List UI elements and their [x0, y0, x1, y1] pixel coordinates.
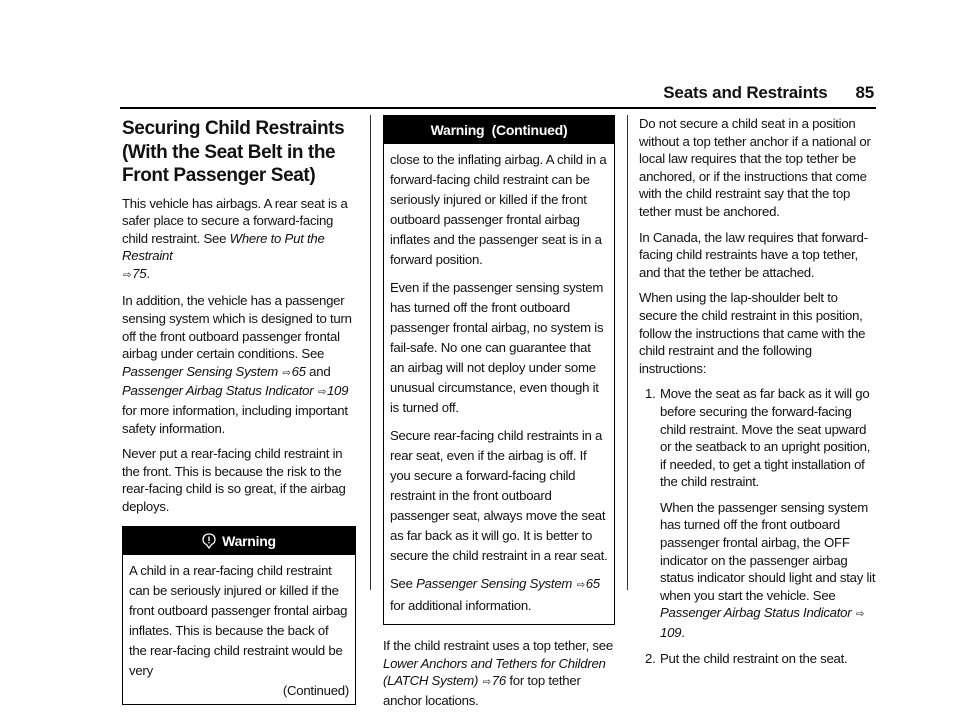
warning-title: Warning	[222, 532, 276, 549]
warning-paragraph: close to the inflating airbag. A child in a forward-facing child restraint can be seriously injured or killed if the front outboard passenger frontal airbag inflates and the passenger seat is in a forward position.	[390, 152, 607, 267]
header-rule	[120, 107, 876, 109]
step-number: 1.	[645, 386, 656, 402]
paragraph: Do not secure a child seat in a position without a top tether anchor if a national or local law requires that the top tether be anchored, or if the instructions that come with the child restraint say that the top tether must be anchored.	[639, 116, 871, 219]
continued-label: (Continued)	[282, 682, 349, 698]
running-header	[663, 83, 874, 107]
text: See	[390, 576, 417, 591]
warning-header	[123, 527, 355, 555]
page-link[interactable]: 65	[291, 363, 306, 379]
text: .	[681, 625, 685, 641]
text: for additional information.	[390, 598, 532, 613]
text: for more information, including important safety information.	[122, 403, 348, 436]
step-text: Put the child restraint on the seat.	[660, 650, 848, 666]
page-link[interactable]: 65	[585, 576, 600, 591]
paragraph: In Canada, the law requires that forward-facing child restraints have a top tether, and that the tether be attached.	[639, 229, 868, 280]
section-title: Seats and Restraints	[663, 83, 828, 102]
page-reference-arrow-icon: ⇨	[482, 677, 491, 689]
text: and	[305, 363, 331, 379]
step-number: 2.	[645, 650, 656, 666]
warning-box-continued	[383, 115, 615, 625]
paragraph	[122, 292, 356, 437]
page-link[interactable]: 76	[491, 673, 506, 689]
text: In addition, the vehicle has a passenger sensing system which is designed to turn off the front outboard passenger frontal airbag under certain conditions. See	[122, 293, 352, 362]
page-reference-arrow-icon: ⇨	[576, 580, 585, 591]
column-1	[122, 115, 356, 705]
page-reference-arrow-icon: ⇨	[855, 609, 864, 621]
warning-body	[123, 555, 355, 704]
page-link[interactable]: 109	[326, 383, 349, 399]
warning-paragraph: Even if the passenger sensing system has turned off the front outboard passenger frontal airbag, no system is fail-safe. No one can guarantee that an airbag will not deploy under some unusual circumstance, even though it is turned off.	[390, 280, 604, 415]
cross-reference-link[interactable]: Passenger Sensing System	[122, 363, 278, 379]
paragraph: When using the lap-shoulder belt to secure the child restraint in this position, follow the instructions that came with the child restraint and the following instructions:	[639, 290, 866, 376]
step-text: Move the seat as far back as it will go before securing the forward-facing child restraint. Move the seat upward or the seatback to an upright position, if needed, to get a tight installation of the child restraint.	[660, 386, 871, 490]
instruction-list	[639, 385, 879, 667]
text: When the passenger sensing system has turned off the front outboard passenger frontal airbag, the OFF indicator on the passenger airbag status indicator should light and stay lit when you start the vehicle. See	[660, 499, 876, 603]
paragraph	[383, 637, 615, 709]
page-reference-arrow-icon: ⇨	[317, 387, 326, 399]
page-reference-arrow-icon: ⇨	[123, 269, 132, 281]
page-number: 85	[855, 83, 874, 102]
list-item	[639, 385, 879, 641]
page-link[interactable]: 75	[132, 265, 147, 281]
warning-speech-bubble-icon	[202, 533, 216, 549]
text: This vehicle has airbags. A rear seat is a safer place to secure a forward-facing child restraint. See	[122, 195, 348, 246]
cross-reference-link[interactable]: Passenger Airbag Status Indicator	[122, 383, 314, 399]
cross-reference-link[interactable]: Lower Anchors and Tethers for Children (LATCH System)	[383, 655, 606, 689]
warning-paragraph	[390, 574, 608, 616]
warning-title: Warning (Continued)	[430, 122, 568, 138]
cross-reference-link[interactable]: Passenger Sensing System	[416, 576, 573, 591]
paragraph	[122, 195, 356, 285]
step-text	[660, 499, 879, 642]
column-divider	[370, 115, 371, 590]
page-reference-arrow-icon: ⇨	[282, 367, 291, 379]
column-2	[383, 115, 615, 717]
warning-body	[384, 144, 614, 624]
column-divider	[627, 115, 628, 590]
warning-text: A child in a rear-facing child restraint can be seriously injured or killed if the front outboard passenger frontal airbag inflates. This is because the back of the rear-facing child restraint would be very	[129, 562, 348, 678]
text: If the child restraint uses a top tether, see	[383, 638, 613, 653]
heading: Securing Child Restraints (With the Seat Belt in the Front Passenger Seat)	[122, 118, 345, 186]
cross-reference-link[interactable]: Passenger Airbag Status Indicator	[660, 605, 852, 621]
column-3	[639, 115, 879, 675]
text: .	[146, 265, 150, 281]
paragraph: Never put a rear-facing child restraint in the front. This is because the risk to the rear-facing child is so great, if the airbag deploys.	[122, 446, 346, 514]
warning-paragraph: Secure rear-facing child restraints in a rear seat, even if the airbag is off. If you secure a forward-facing child restraint in the front outboard passenger seat, always move the seat as far back as it will go. It is better to secure the child restraint in a rear seat.	[390, 428, 608, 563]
warning-header	[384, 116, 614, 144]
cross-reference-link[interactable]: Where to Put the Restraint	[122, 230, 325, 264]
text: for top tether anchor locations.	[383, 673, 581, 708]
page-link[interactable]: 109	[660, 625, 682, 641]
list-item	[639, 650, 879, 668]
